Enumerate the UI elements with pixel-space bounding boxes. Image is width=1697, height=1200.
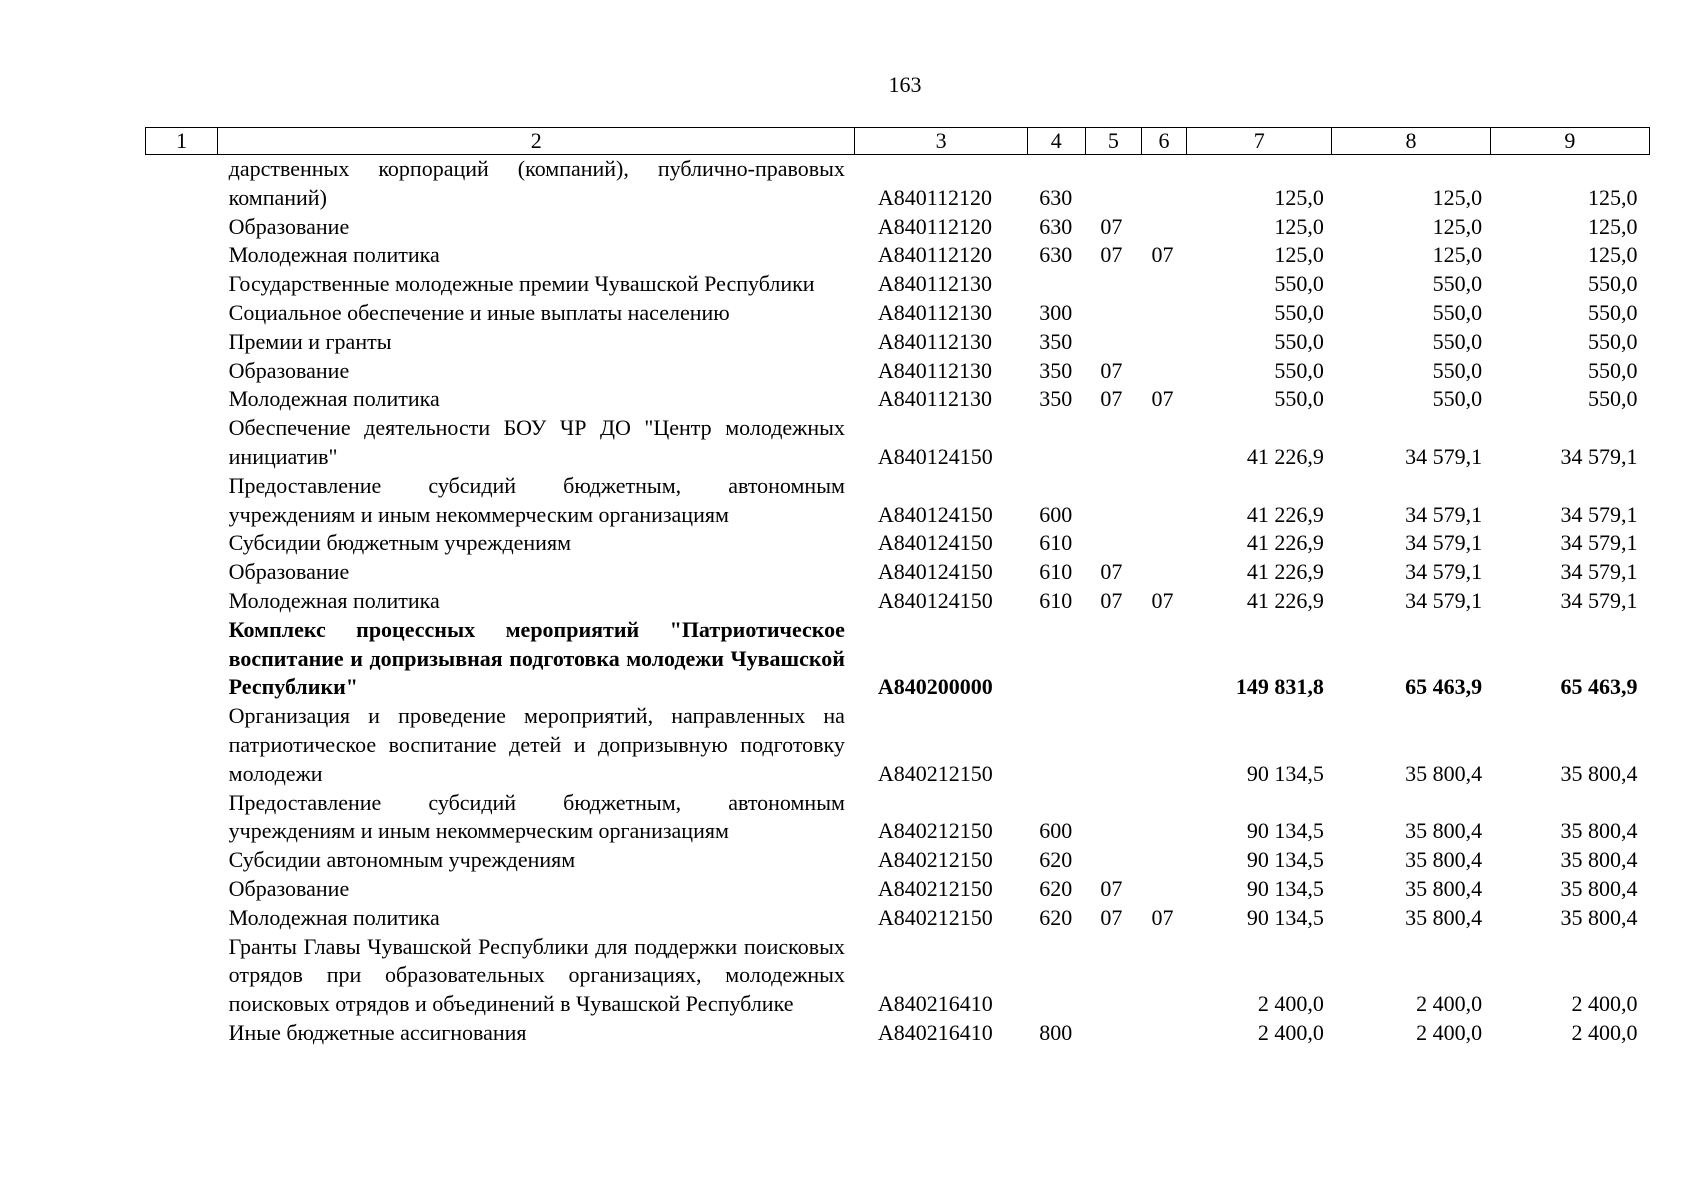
expense-type-code: 350 <box>1039 386 1073 412</box>
subsection-code <box>1141 616 1186 702</box>
subsection-code <box>1141 155 1186 213</box>
subsection-code: 07 <box>1151 386 1174 412</box>
table-body <box>146 155 1650 1048</box>
amount-col-7: 41 226,9 <box>1246 443 1324 469</box>
table-row <box>146 846 1650 875</box>
amount-col-8: 34 579,1 <box>1405 530 1483 556</box>
section-code <box>1085 933 1141 1019</box>
amount-col-8: 35 800,4 <box>1405 875 1483 901</box>
amount-col-8: 35 800,4 <box>1405 818 1483 844</box>
amount-col-9: 34 579,1 <box>1560 559 1638 585</box>
row-column-1 <box>146 875 218 904</box>
expense-type-code: 630 <box>1039 184 1073 210</box>
item-description: Субсидии автономным учреждениям <box>228 847 576 873</box>
amount-col-9: 35 800,4 <box>1560 847 1638 873</box>
amount-col-9: 125,0 <box>1588 184 1638 210</box>
expense-type-code: 610 <box>1039 559 1073 585</box>
table-row <box>146 472 1650 530</box>
row-column-1 <box>146 1019 218 1048</box>
amount-col-7: 550,0 <box>1274 271 1324 297</box>
row-column-1 <box>146 328 218 357</box>
expense-type-code: 620 <box>1039 875 1073 901</box>
item-description: Обеспечение деятельности БОУ ЧР ДО "Центр молодежных инициатив" <box>228 415 845 469</box>
expense-type-code: 600 <box>1039 818 1073 844</box>
amount-col-7: 550,0 <box>1274 386 1324 412</box>
item-description: Предоставление субсидий бюджетным, автономным учреждениям и иным некоммерческим организациям <box>228 472 845 527</box>
expense-type-code <box>1027 702 1085 788</box>
page-number: 163 <box>888 72 922 97</box>
amount-col-7: 41 226,9 <box>1246 501 1324 527</box>
target-article-code: А840124150 <box>877 501 993 527</box>
amount-col-9: 125,0 <box>1588 213 1638 239</box>
target-article-code: А840212150 <box>877 760 993 786</box>
expense-type-code <box>1027 414 1085 472</box>
section-code: 07 <box>1100 559 1123 585</box>
table-row <box>146 270 1650 299</box>
table-row <box>146 213 1650 242</box>
expense-type-code: 800 <box>1039 1019 1073 1045</box>
row-column-1 <box>146 385 218 414</box>
target-article-code: А840124150 <box>877 587 993 613</box>
amount-col-8: 35 800,4 <box>1405 760 1483 786</box>
column-header-4: 4 <box>1027 128 1085 155</box>
amount-col-8: 2 400,0 <box>1416 1019 1483 1045</box>
item-description: Образование <box>228 357 350 383</box>
amount-col-9: 125,0 <box>1588 242 1638 268</box>
row-column-1 <box>146 933 218 1019</box>
expense-type-code: 350 <box>1039 328 1073 354</box>
amount-col-7: 90 134,5 <box>1246 875 1324 901</box>
target-article-code: А840112130 <box>877 271 992 297</box>
amount-col-8: 125,0 <box>1432 242 1483 268</box>
amount-col-9: 34 579,1 <box>1560 443 1638 469</box>
amount-col-7: 550,0 <box>1274 299 1324 325</box>
amount-col-7: 550,0 <box>1274 357 1324 383</box>
amount-col-7: 2 400,0 <box>1257 1019 1324 1045</box>
amount-col-8: 35 800,4 <box>1405 847 1483 873</box>
target-article-code: А840212150 <box>877 818 993 844</box>
table-row <box>146 702 1650 788</box>
table-row <box>146 616 1650 702</box>
expense-type-code: 630 <box>1039 213 1073 239</box>
section-code <box>1085 270 1141 299</box>
expense-type-code: 610 <box>1039 530 1073 556</box>
subsection-code <box>1141 328 1186 357</box>
expense-type-code <box>1027 933 1085 1019</box>
target-article-code: А840212150 <box>877 847 993 873</box>
expense-type-code: 620 <box>1039 847 1073 873</box>
amount-col-9: 550,0 <box>1588 299 1638 325</box>
subsection-code <box>1141 357 1186 386</box>
amount-col-8: 550,0 <box>1432 328 1483 354</box>
target-article-code: А840200000 <box>877 674 993 700</box>
subsection-code <box>1141 270 1186 299</box>
amount-col-9: 34 579,1 <box>1560 587 1638 613</box>
section-code: 07 <box>1100 904 1123 930</box>
table-row <box>146 875 1650 904</box>
amount-col-8: 34 579,1 <box>1405 559 1483 585</box>
subsection-code <box>1141 472 1186 530</box>
section-code <box>1085 414 1141 472</box>
amount-col-7: 41 226,9 <box>1246 587 1324 613</box>
target-article-code: А840124150 <box>877 530 993 556</box>
row-column-1 <box>146 587 218 616</box>
section-code <box>1085 328 1141 357</box>
row-column-1 <box>146 616 218 702</box>
amount-col-9: 35 800,4 <box>1560 818 1638 844</box>
subsection-code <box>1141 702 1186 788</box>
row-column-1 <box>146 904 218 933</box>
expense-type-code: 300 <box>1039 299 1073 325</box>
amount-col-7: 125,0 <box>1274 242 1324 268</box>
row-column-1 <box>146 155 218 213</box>
row-column-1 <box>146 357 218 386</box>
amount-col-7: 125,0 <box>1274 213 1324 239</box>
section-code: 07 <box>1100 242 1123 268</box>
target-article-code: А840212150 <box>877 875 993 901</box>
table-row <box>146 933 1650 1019</box>
amount-col-9: 35 800,4 <box>1560 760 1638 786</box>
amount-col-8: 125,0 <box>1432 184 1483 210</box>
row-column-1 <box>146 789 218 847</box>
item-description: Молодежная политика <box>228 386 440 412</box>
target-article-code: А840124150 <box>877 443 993 469</box>
item-description: Организация и проведение мероприятий, направленных на патриотическое воспитание детей и допризывную подготовку молодежи <box>228 703 845 786</box>
item-description: Образование <box>228 559 350 585</box>
amount-col-8: 550,0 <box>1432 386 1483 412</box>
item-description: Гранты Главы Чувашской Республики для поддержки поисковых отрядов при образовательных организациях, молодежных поисковых отрядов и объединений в Чувашской Республике <box>228 933 845 1017</box>
table-row <box>146 789 1650 847</box>
column-header-2: 2 <box>218 128 855 155</box>
target-article-code: А840112130 <box>877 328 992 354</box>
row-column-1 <box>146 702 218 788</box>
section-code: 07 <box>1100 213 1123 239</box>
amount-col-8: 34 579,1 <box>1405 501 1483 527</box>
target-article-code: А840212150 <box>877 904 993 930</box>
target-article-code: А840112130 <box>877 299 992 325</box>
subsection-code <box>1141 875 1186 904</box>
amount-col-8: 550,0 <box>1432 299 1483 325</box>
amount-col-9: 2 400,0 <box>1571 1019 1638 1045</box>
amount-col-9: 550,0 <box>1588 386 1638 412</box>
table-row <box>146 385 1650 414</box>
item-description: Молодежная политика <box>228 587 440 613</box>
subsection-code <box>1141 213 1186 242</box>
amount-col-9: 35 800,4 <box>1560 875 1638 901</box>
amount-col-7: 90 134,5 <box>1246 904 1324 930</box>
amount-col-9: 550,0 <box>1588 328 1638 354</box>
row-column-1 <box>146 213 218 242</box>
section-code <box>1085 846 1141 875</box>
budget-table <box>145 127 1650 1048</box>
row-column-1 <box>146 414 218 472</box>
row-column-1 <box>146 558 218 587</box>
column-header-3: 3 <box>855 128 1027 155</box>
item-description: дарственных корпораций (компаний), публично-правовых компаний) <box>228 156 845 210</box>
section-code <box>1085 702 1141 788</box>
section-code <box>1085 299 1141 328</box>
expense-type-code <box>1027 270 1085 299</box>
subsection-code: 07 <box>1151 587 1174 613</box>
subsection-code <box>1141 789 1186 847</box>
section-code: 07 <box>1100 587 1123 613</box>
subsection-code <box>1141 933 1186 1019</box>
amount-col-7: 2 400,0 <box>1257 991 1324 1017</box>
section-code <box>1085 155 1141 213</box>
amount-col-8: 34 579,1 <box>1405 587 1483 613</box>
expense-type-code <box>1027 616 1085 702</box>
amount-col-8: 550,0 <box>1432 357 1483 383</box>
subsection-code <box>1141 529 1186 558</box>
section-code: 07 <box>1100 386 1123 412</box>
section-code <box>1085 616 1141 702</box>
subsection-code <box>1141 1019 1186 1048</box>
amount-col-9: 35 800,4 <box>1560 904 1638 930</box>
row-column-1 <box>146 529 218 558</box>
item-description: Премии и гранты <box>228 328 392 354</box>
target-article-code: А840112120 <box>877 184 992 210</box>
expense-type-code: 630 <box>1039 242 1073 268</box>
table-row <box>146 558 1650 587</box>
row-column-1 <box>146 846 218 875</box>
table-row <box>146 241 1650 270</box>
table-row <box>146 904 1650 933</box>
amount-col-7: 41 226,9 <box>1246 559 1324 585</box>
amount-col-8: 65 463,9 <box>1405 674 1483 700</box>
amount-col-7: 125,0 <box>1274 184 1324 210</box>
column-header-6: 6 <box>1141 128 1186 155</box>
item-description: Иные бюджетные ассигнования <box>228 1019 527 1045</box>
table-row <box>146 529 1650 558</box>
section-code <box>1085 789 1141 847</box>
amount-col-8: 550,0 <box>1432 271 1483 297</box>
subsection-code <box>1141 846 1186 875</box>
amount-col-9: 550,0 <box>1588 271 1638 297</box>
amount-col-7: 149 831,8 <box>1235 674 1324 700</box>
table-row <box>146 299 1650 328</box>
item-description: Социальное обеспечение и иные выплаты населению <box>228 299 730 325</box>
row-column-1 <box>146 241 218 270</box>
expense-type-code: 610 <box>1039 587 1073 613</box>
subsection-code <box>1141 558 1186 587</box>
target-article-code: А840124150 <box>877 559 993 585</box>
target-article-code: А840112120 <box>877 213 992 239</box>
table-row <box>146 155 1650 213</box>
column-number-row <box>146 128 1650 155</box>
table-row <box>146 414 1650 472</box>
item-description: Молодежная политика <box>228 904 440 930</box>
section-code: 07 <box>1100 357 1123 383</box>
amount-col-7: 90 134,5 <box>1246 847 1324 873</box>
subsection-code <box>1141 299 1186 328</box>
amount-col-9: 2 400,0 <box>1571 991 1638 1017</box>
item-description: Комплекс процессных мероприятий "Патриотическое воспитание и допризывная подготовка молодежи Чувашской Республики" <box>228 616 845 700</box>
column-header-1: 1 <box>146 128 218 155</box>
amount-col-8: 2 400,0 <box>1416 991 1483 1017</box>
item-description: Образование <box>228 875 350 901</box>
section-code <box>1085 529 1141 558</box>
item-description: Субсидии бюджетным учреждениям <box>228 530 571 556</box>
amount-col-9: 65 463,9 <box>1560 674 1638 700</box>
target-article-code: А840112120 <box>877 242 992 268</box>
item-description: Государственные молодежные премии Чувашской Республики <box>228 271 815 297</box>
item-description: Образование <box>228 213 350 239</box>
subsection-code: 07 <box>1151 242 1174 268</box>
target-article-code: А840112130 <box>877 357 992 383</box>
amount-col-8: 35 800,4 <box>1405 904 1483 930</box>
item-description: Молодежная политика <box>228 242 440 268</box>
target-article-code: А840216410 <box>877 991 993 1017</box>
target-article-code: А840112130 <box>877 386 992 412</box>
section-code: 07 <box>1100 875 1123 901</box>
amount-col-7: 550,0 <box>1274 328 1324 354</box>
amount-col-7: 41 226,9 <box>1246 530 1324 556</box>
amount-col-8: 125,0 <box>1432 213 1483 239</box>
column-header-8: 8 <box>1332 128 1490 155</box>
expense-type-code: 600 <box>1039 501 1073 527</box>
subsection-code <box>1141 414 1186 472</box>
section-code <box>1085 472 1141 530</box>
expense-type-code: 620 <box>1039 904 1073 930</box>
column-header-5: 5 <box>1085 128 1141 155</box>
row-column-1 <box>146 299 218 328</box>
target-article-code: А840216410 <box>877 1019 993 1045</box>
amount-col-9: 34 579,1 <box>1560 501 1638 527</box>
row-column-1 <box>146 270 218 299</box>
table-row <box>146 328 1650 357</box>
table-row <box>146 1019 1650 1048</box>
amount-col-7: 90 134,5 <box>1246 818 1324 844</box>
expense-type-code: 350 <box>1039 357 1073 383</box>
table-row <box>146 587 1650 616</box>
subsection-code: 07 <box>1151 904 1174 930</box>
amount-col-8: 34 579,1 <box>1405 443 1483 469</box>
item-description: Предоставление субсидий бюджетным, автономным учреждениям и иным некоммерческим организациям <box>228 789 845 844</box>
column-header-9: 9 <box>1490 128 1649 155</box>
row-column-1 <box>146 472 218 530</box>
column-header-7: 7 <box>1187 128 1332 155</box>
section-code <box>1085 1019 1141 1048</box>
amount-col-9: 550,0 <box>1588 357 1638 383</box>
amount-col-7: 90 134,5 <box>1246 760 1324 786</box>
table-row <box>146 357 1650 386</box>
amount-col-9: 34 579,1 <box>1560 530 1638 556</box>
